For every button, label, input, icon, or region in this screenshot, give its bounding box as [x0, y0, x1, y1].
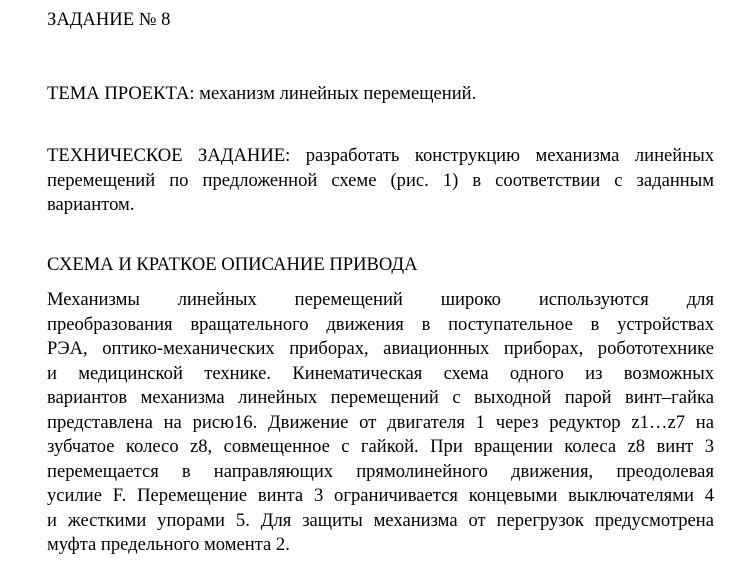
- description-line: Механизмы линейных перемещений широко используются для: [47, 289, 714, 310]
- description-line: РЭА, оптико-механических приборах, авиационных приборах, робототехнике: [47, 338, 714, 359]
- description-line: и медицинской технике. Кинематическая схема одного из возможных: [47, 362, 714, 384]
- technical-task-line: ТЕХНИЧЕСКОЕ ЗАДАНИЕ: разработать конструкцию механизма линейных: [47, 145, 714, 166]
- section-heading: СХЕМА И КРАТКОЕ ОПИСАНИЕ ПРИВОДА: [47, 254, 418, 275]
- description-line: преобразования вращательного движения в поступательное в устройствах: [47, 313, 714, 335]
- description-line: и жесткими упорами 5. Для защиты механизма от перегрузок предусмотрена: [47, 509, 714, 531]
- description-line: перемещается в направляющих прямолинейного движения, преодолевая: [47, 460, 714, 482]
- technical-task-line: вариантом.: [47, 194, 135, 215]
- technical-task-line: перемещений по предложенной схеме (рис. 1) в соответствии с заданным: [47, 169, 714, 191]
- description-line: представлена на рисю16. Движение от двигателя 1 через редуктор z1…z7 на: [47, 411, 714, 433]
- description-line: вариантов механизма линейных перемещений с выходной парой винт–гайка: [47, 387, 714, 408]
- description-line: зубчатое колесо z8, совмещенное с гайкой. При вращении колеса z8 винт 3: [47, 436, 714, 457]
- project-topic: ТЕМА ПРОЕКТА: механизм линейных перемещений.: [47, 83, 477, 104]
- description-paragraph: [47, 288, 714, 558]
- task-title: ЗАДАНИЕ № 8: [47, 9, 171, 30]
- technical-task-paragraph: [47, 144, 714, 218]
- description-line: муфта предельного момента 2.: [47, 534, 290, 555]
- description-line: усилие F. Перемещение винта 3 ограничивается концевыми выключателями 4: [47, 485, 714, 506]
